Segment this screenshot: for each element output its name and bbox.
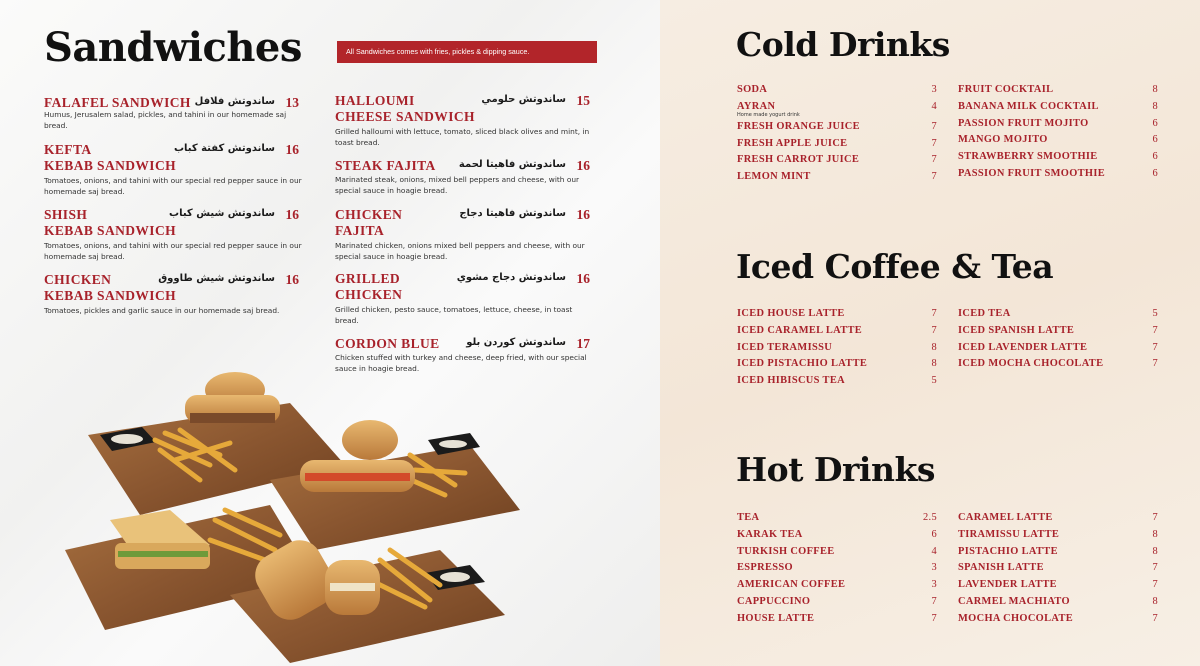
drink-subtitle: Home made yogurt drink (737, 111, 800, 118)
item-arabic-name: ساندوتش كوردن بلو (466, 337, 566, 348)
item-name: HALLOUMI CHEESE SANDWICH (335, 93, 475, 124)
menu-item (335, 93, 590, 147)
iced-list-2 (958, 308, 1158, 375)
drink-item: ICED SPANISH LATTE 7 (958, 324, 1158, 336)
sandwiches-notice: All Sandwiches comes with fries, pickles & dipping sauce. (337, 41, 597, 63)
item-description: Humus, Jerusalem salad, pickles, and tahini in our homemade saj bread. (44, 110, 287, 130)
iced-list-1 (737, 308, 937, 392)
drink-item: ICED HIBISCUS TEA 5 (737, 375, 937, 387)
item-price: 16 (576, 158, 590, 173)
cold-drinks-list-2 (958, 84, 1158, 185)
drink-item: MOCHA CHOCOLATE 7 (958, 612, 1158, 624)
item-name: SHISH KEBAB SANDWICH (44, 207, 176, 238)
drink-item: SODA 3 (737, 84, 937, 95)
item-arabic-name: ساندوتش حلومي (481, 94, 566, 105)
drink-item: MANGO MOJITO 6 (958, 134, 1158, 146)
item-arabic-name: ساندوتش فاهيتا لحمة (458, 159, 566, 170)
sandwiches-title: Sandwiches (44, 24, 302, 71)
drink-item: KARAK TEA 6 (737, 528, 937, 540)
drink-item: CAPPUCCINO 7 (737, 595, 937, 607)
item-arabic-name: ساندوتش فلافل (194, 96, 275, 107)
drink-item: ESPRESSO 3 (737, 562, 937, 574)
drink-item: ICED MOCHA CHOCOLATE 7 (958, 358, 1158, 370)
hot-drinks-title: Hot Drinks (736, 450, 935, 489)
drink-item: LAVENDER LATTE 7 (958, 579, 1158, 591)
item-price: 15 (576, 93, 590, 108)
menu-item (44, 95, 299, 130)
drink-item: PASSION FRUIT MOJITO 6 (958, 117, 1158, 129)
drink-item: AYRAN Home made yogurt drink 4 (737, 100, 937, 118)
drink-item: CARAMEL LATTE 7 (958, 512, 1158, 523)
item-arabic-name: ساندوتش شيش طاووق (158, 273, 275, 284)
drink-item: AMERICAN COFFEE 3 (737, 579, 937, 591)
drink-item: TIRAMISSU LATTE 8 (958, 528, 1158, 540)
drink-item: PASSION FRUIT SMOOTHIE 6 (958, 167, 1158, 179)
drink-item: FRUIT COCKTAIL 8 (958, 84, 1158, 95)
item-description: Tomatoes, pickles and garlic sauce in our homemade saj bread. (44, 306, 280, 315)
drink-item: LEMON MINT 7 (737, 171, 937, 183)
item-arabic-name: ساندوتش كفتة كباب (173, 143, 275, 154)
item-name: CHICKEN FAJITA (335, 207, 403, 238)
item-arabic-name: ساندوتش شيش كباب (169, 208, 275, 219)
cold-drinks-title: Cold Drinks (736, 25, 950, 64)
drink-item: ICED PISTACHIO LATTE 8 (737, 358, 937, 370)
hot-list-1 (737, 512, 937, 630)
item-price: 16 (576, 271, 590, 286)
item-description: Grilled halloumi with lettuce, tomato, sliced black olives and mint, in toast bread. (335, 127, 590, 147)
drink-item: STRAWBERRY SMOOTHIE 6 (958, 151, 1158, 163)
item-arabic-name: ساندوتش فاهيتا دجاج (459, 208, 566, 219)
sandwich-platter-image (60, 345, 540, 663)
item-name: KEFTA KEBAB SANDWICH (44, 142, 176, 173)
drink-item: ICED HOUSE LATTE 7 (737, 308, 937, 319)
item-description: Grilled chicken, pesto sauce, tomatoes, lettuce, cheese, in toast bread. (335, 305, 573, 325)
menu-item (44, 207, 302, 261)
menu-item (335, 158, 590, 195)
item-price: 13 (285, 95, 299, 110)
item-name: FALAFEL SANDWICH (44, 95, 191, 110)
item-price: 16 (285, 272, 299, 287)
item-description: Tomatoes, onions, and tahini with our special red pepper sauce in our homemade saj bread. (44, 241, 302, 261)
item-description: Chicken stuffed with turkey and cheese, deep fried, with our special sauce in hoagie bread. (335, 353, 587, 373)
drink-item: ICED CARAMEL LATTE 7 (737, 324, 937, 336)
drink-item: PISTACHIO LATTE 8 (958, 545, 1158, 557)
item-price: 16 (285, 207, 299, 222)
drink-item: TURKISH COFFEE 4 (737, 545, 937, 557)
item-price: 16 (285, 142, 299, 157)
menu-item (44, 272, 299, 315)
item-price: 16 (576, 207, 590, 222)
drink-item: ICED TERAMISSU 8 (737, 341, 937, 353)
drink-item: ICED LAVENDER LATTE 7 (958, 341, 1158, 353)
item-description: Marinated chicken, onions mixed bell peppers and cheese, with our special sauce in hoagie bread. (335, 241, 585, 261)
menu-item (335, 271, 590, 325)
drink-item: FRESH APPLE JUICE 7 (737, 137, 937, 149)
cold-drinks-list-1 (737, 84, 937, 188)
item-name: STEAK FAJITA (335, 158, 436, 173)
item-arabic-name: ساندوتش دجاج مشوي (456, 272, 566, 283)
iced-coffee-tea-title: Iced Coffee & Tea (736, 247, 1054, 286)
drink-item: FRESH ORANGE JUICE 7 (737, 120, 937, 132)
menu-item (44, 142, 302, 196)
drink-item: ICED TEA 5 (958, 308, 1158, 319)
drink-item: BANANA MILK COCKTAIL 8 (958, 100, 1158, 112)
hot-list-2 (958, 512, 1158, 630)
drink-item: SPANISH LATTE 7 (958, 562, 1158, 574)
drink-item: CARMEL MACHIATO 8 (958, 595, 1158, 607)
drink-item: FRESH CARROT JUICE 7 (737, 154, 937, 166)
menu-item (335, 207, 590, 261)
item-name: CHICKEN KEBAB SANDWICH (44, 272, 176, 303)
item-name: CORDON BLUE (335, 336, 440, 351)
item-price: 17 (576, 336, 590, 351)
drink-item: HOUSE LATTE 7 (737, 612, 937, 624)
item-name: GRILLED CHICKEN (335, 271, 403, 302)
item-description: Tomatoes, onions, and tahini with our special red pepper sauce in our homemade saj bread. (44, 176, 302, 196)
drink-item: TEA 2.5 (737, 512, 937, 523)
item-description: Marinated steak, onions, mixed bell peppers and cheese, with our special sauce in hoagie bread. (335, 175, 580, 195)
